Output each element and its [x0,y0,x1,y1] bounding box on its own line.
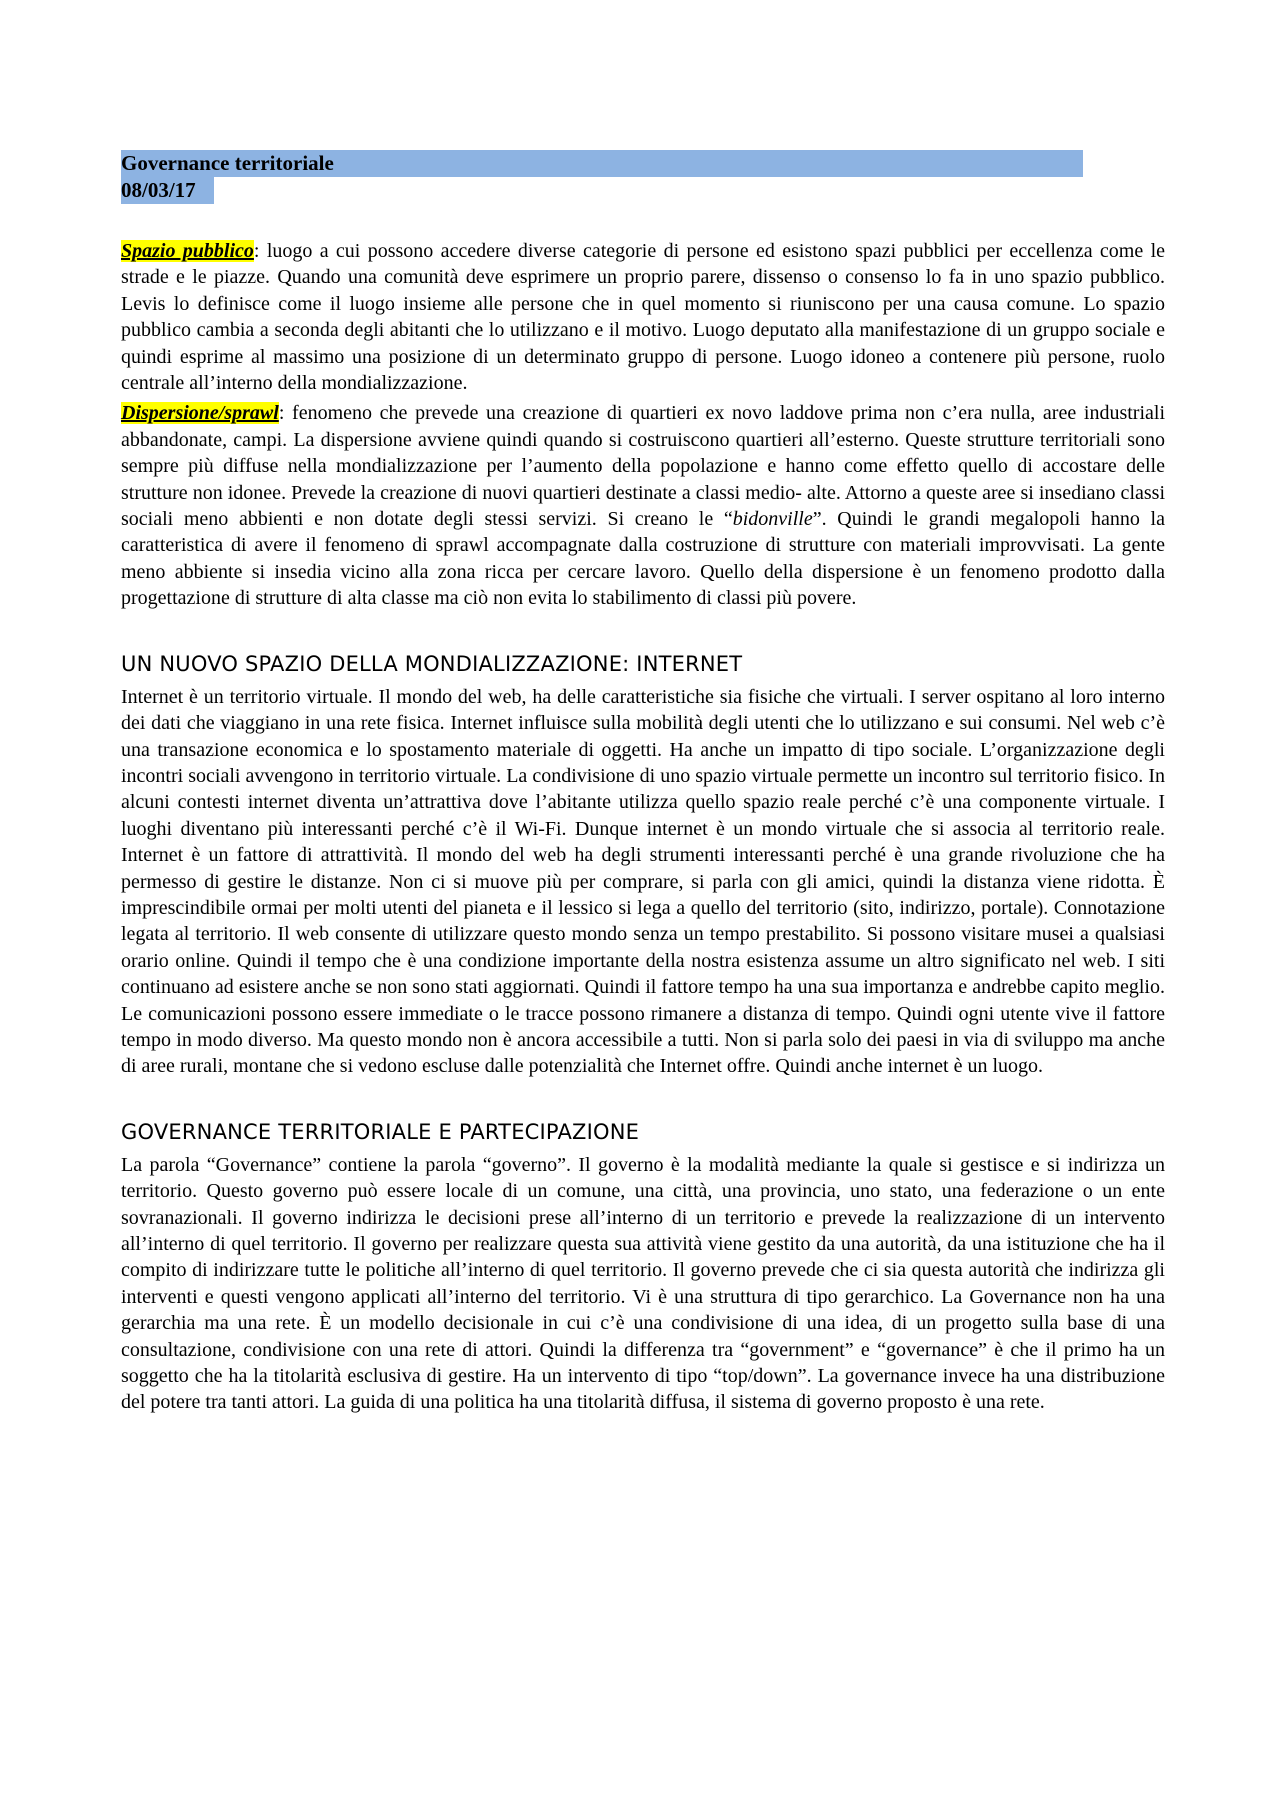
document-date-row [121,177,1165,204]
definition-text: : luogo a cui possono accedere diverse categorie di persone ed esistono spazi pubblici per eccellenza come le strade e le piazze. Quando una comunità deve esprimere un proprio parere, dissenso o consenso lo fa in uno spazio pubblico. Levis lo definisce come il luogo insieme alle persone che in quel momento si riuniscono per una causa comune. Lo spazio pubblico cambia a seconda degli abitanti che lo utilizzano e il motivo. Luogo deputato alla manifestazione di un gruppo sociale e quindi esprime al massimo una posizione di un determinato gruppo di persone. Luogo idoneo a contenere più persone, ruolo centrale all’interno della mondializzazione. [121,240,1166,395]
document-header [121,150,1165,204]
definition-italic-word: bidonville [732,508,813,531]
document-date: 08/03/17 [121,177,214,204]
definition-spazio-pubblico [121,238,1165,396]
section-heading-governance: GOVERNANCE TERRITORIALE E PARTECIPAZIONE [121,1119,640,1144]
definition-text: : fenomeno che prevede una creazione di quartieri ex novo laddove prima non c’era nulla, aree industriali abbandonate, campi. La dispersione avviene quindi quando si costruiscono quartieri all’esterno. Queste strutture territoriali sono sempre più diffuse nella mondializzazione per l’aumento della popolazione e hanno come effetto quello di accostare delle strutture non idonee. Prevede la creazione di nuovi quartieri destinate a classi medio- alte. Attorno a queste aree si insediano classi sociali meno abbienti e non dotate degli stessi servizi. Si creano le “ [121,402,1165,531]
document-page [121,150,1165,1420]
section-heading-internet: UN NUOVO SPAZIO DELLA MONDIALIZZAZIONE: INTERNET [121,651,743,676]
section-body-governance: La parola “Governance” contiene la parola “governo”. Il governo è la modalità mediante la quale si gestisce e si indirizza un territorio. Questo governo può essere locale di un comune, una città, una provincia, uno stato, una federazione o un ente sovranazionali. Il governo indirizza le decisioni prese all’interno di un territorio e prevede la realizzazione di un intervento all’interno di quel territorio. Il governo per realizzare questa sua attività viene gestito da una autorità, da una istituzione che ha il compito di indirizzare tutte le politiche all’interno di quel territorio. Il governo prevede che ci sia questa autorità che indirizza gli interventi e questi vengono applicati all’interno del territorio. Vi è una struttura di tipo gerarchico. La Governance non ha una gerarchia ma una rete. È un modello decisionale in cui c’è una condivisione di una idea, di un progetto sulla base di una consultazione, condivisione con una rete di attori. Quindi la differenza tra “government” e “governance” è che il primo ha un soggetto che ha la titolarità esclusiva di gestire. Ha un intervento di tipo “top/down”. La governance invece ha una distribuzione del potere tra tanti attori. La guida di una politica ha una titolarità diffusa, il sistema di governo proposto è una rete. [121,1153,1165,1414]
definition-text-continued: ”. Quindi le grandi megalopoli hanno la caratteristica di avere il fenomeno di sprawl accompagnate dalla costruzione di strutture con materiali improvvisati. La gente meno abbiente si insedia vicino alla zona ricca per cercare lavoro. Quello della dispersione è un fenomeno prodotto dalla progettazione di strutture di alta classe ma ciò non evita lo stabilimento di classi più povere. [121,508,1165,610]
definition-dispersione [121,400,1165,611]
title-highlight [121,150,1083,177]
definition-term: Spazio pubblico [121,240,254,262]
definition-term: Dispersione/sprawl [121,402,279,425]
section-body-internet: Internet è un territorio virtuale. Il mondo del web, ha delle caratteristiche sia fisiche che virtuali. I server ospitano al loro interno dei dati che viaggiano in una rete fisica. Internet influisce sulla mobilità degli utenti che lo utilizzano e sui consumi. Nel web c’è una transazione economica e lo spostamento materiale di oggetti. Ha anche un impatto di tipo sociale. L’organizzazione degli incontri sociali avvengono in territorio virtuale. La condivisione di uno spazio virtuale permette un incontro sul territorio fisico. In alcuni contesti internet diventa un’attrattiva dove l’abitante utilizza quello spazio reale perché c’è una componente virtuale. I luoghi diventano più interessanti perché c’è il Wi-Fi. Dunque internet è un mondo virtuale che si associa al territorio reale. Internet è un fattore di attrattività. Il mondo del web ha degli strumenti interessanti perché è una grande rivoluzione che ha permesso di gestire le distanze. Non ci si muove più per comprare, si parla con gli amici, quindi la distanza viene ridotta. È imprescindibile ormai per molti utenti del pianeta e il lessico si lega a quello del territorio (sito, indirizzo, portale). Connotazione legata al territorio. Il web consente di utilizzare questo mondo senza un tempo prestabilito. Si possono visitare musei a qualsiasi orario online. Quindi il tempo che è una condizione importante della nostra esistenza assume un altro significato nel web. I siti continuano ad esistere anche se non sono stati aggiornati. Quindi il fattore tempo ha una sua importanza e andrebbe capito meglio. Le comunicazioni possono essere immediate o le tracce possono rimanere a distanza di tempo. Quindi ogni utente vive il fattore tempo in modo diverso. Ma questo mondo non è ancora accessibile a tutti. Non si parla solo dei paesi in via di sviluppo ma anche di aree rurali, montane che si vedono escluse dalle potenzialità che Internet offre. Quindi anche internet è un luogo. [121,685,1165,1078]
document-title: Governance territoriale [121,151,334,175]
